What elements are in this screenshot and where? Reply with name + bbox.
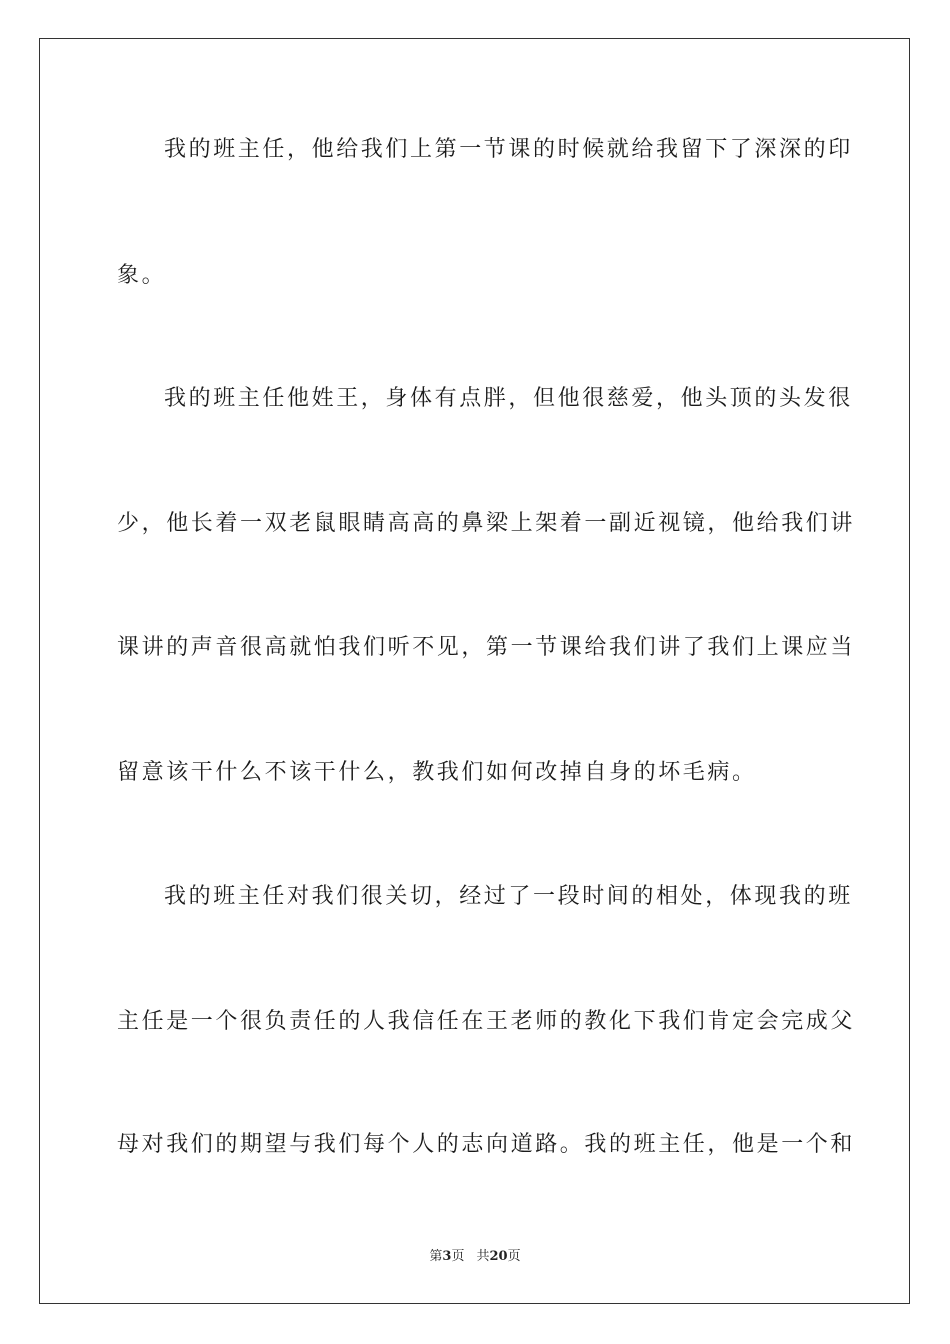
page-footer [0,1248,950,1266]
total-suffix: 页 [507,1249,521,1264]
page-suffix: 页 [451,1249,465,1264]
text-line: 我的班主任对我们很关切，经过了一段时间的相处，体现我的班 [164,884,853,909]
text-line: 象。 [117,263,167,288]
text-line: 留意该干什么不该干什么，教我们如何改掉自身的坏毛病。 [117,760,757,785]
text-line: 主任是一个很负责任的人我信任在王老师的教化下我们肯定会完成父 [117,1009,856,1034]
text-line: 我的班主任，他给我们上第一节课的时候就给我留下了深深的印 [164,137,853,162]
text-line: 我的班主任他姓王，身体有点胖，但他很慈爱，他头顶的头发很 [164,386,853,411]
page-prefix: 第 [429,1249,443,1264]
text-line: 课讲的声音很高就怕我们听不见，第一节课给我们讲了我们上课应当 [117,635,856,660]
text-line: 母对我们的期望与我们每个人的志向道路。我的班主任，他是一个和 [117,1132,856,1157]
total-pages: 20 [489,1249,508,1264]
page-border [39,38,910,1304]
page-number: 3 [442,1249,452,1264]
text-line: 少，他长着一双老鼠眼睛高高的鼻梁上架着一副近视镜，他给我们讲 [117,511,856,536]
total-prefix: 共 [476,1249,490,1264]
